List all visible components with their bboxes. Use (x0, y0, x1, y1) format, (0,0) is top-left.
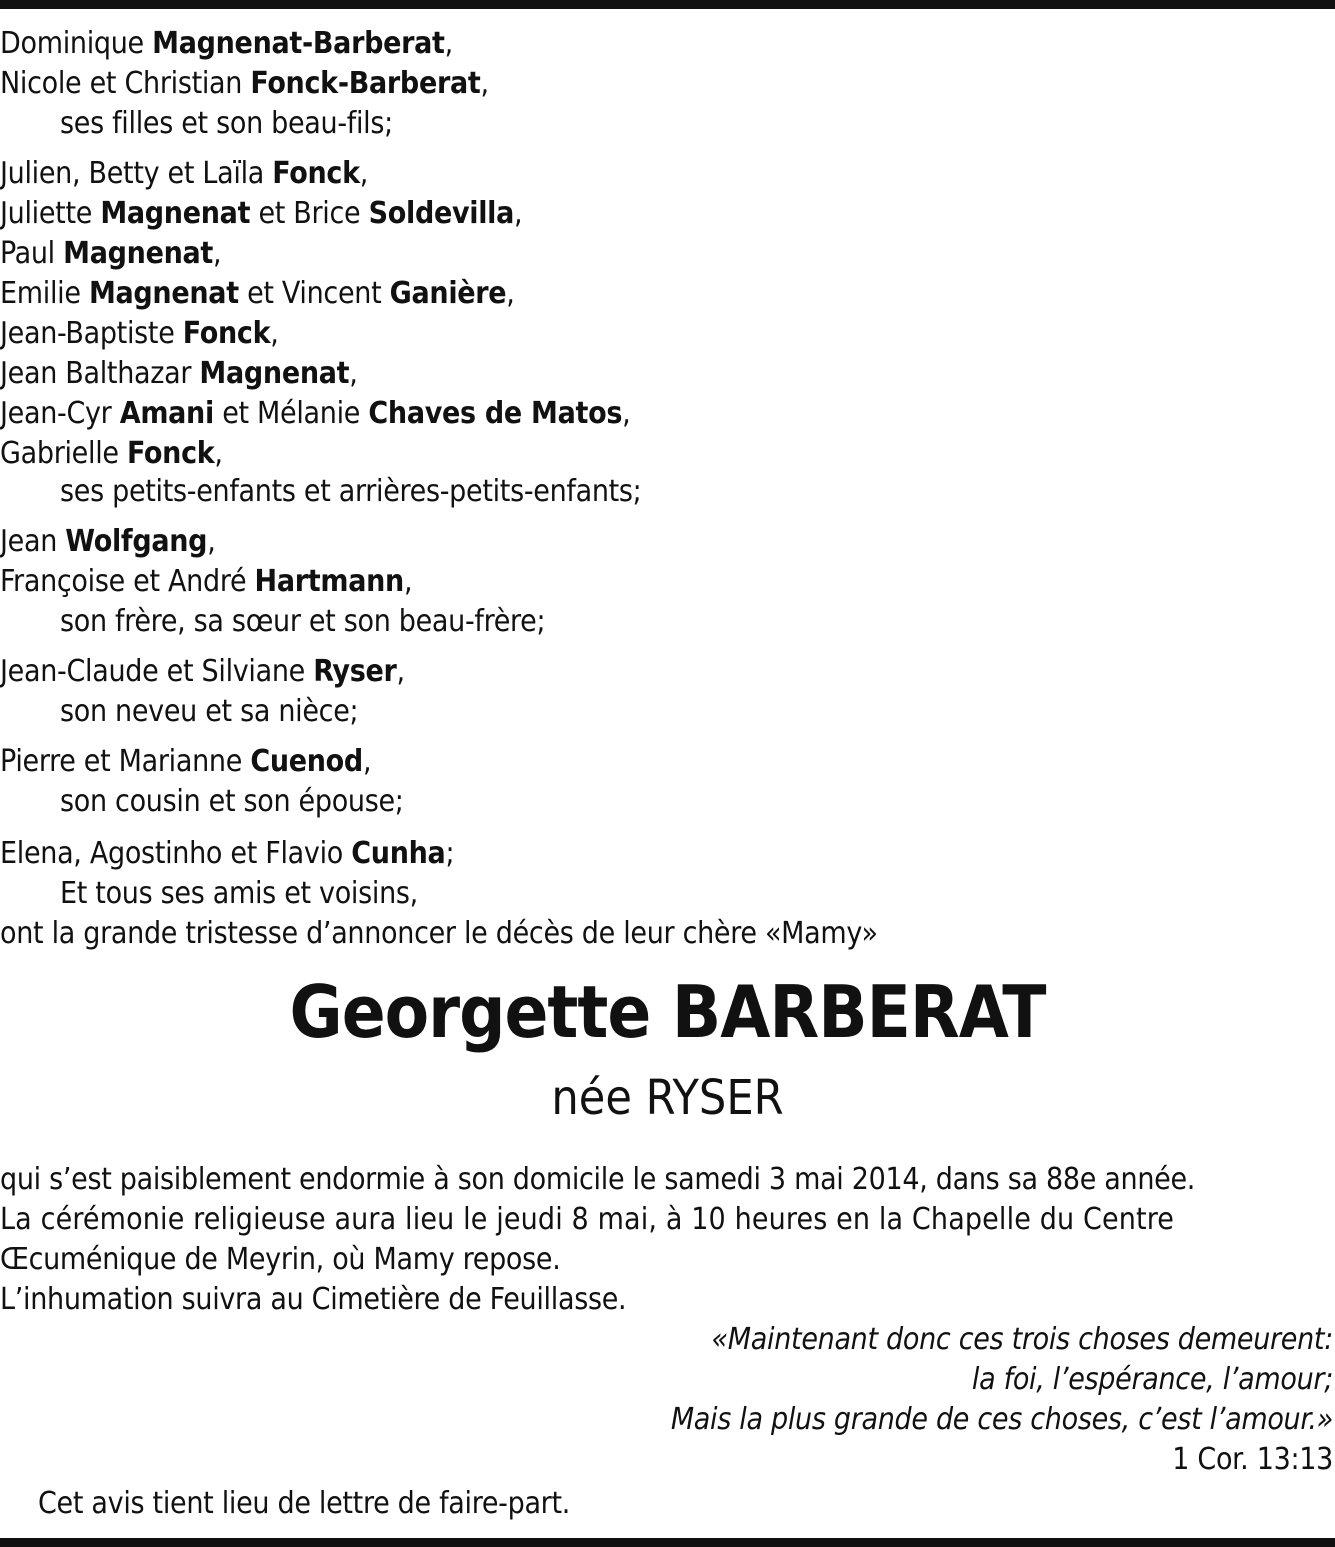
text-fragment: , (480, 66, 489, 101)
family-line (0, 742, 371, 782)
surname: Soldevilla (368, 196, 515, 231)
surname: Wolfgang (65, 524, 208, 559)
text-fragment: Emilie (0, 276, 89, 311)
text-fragment: et Mélanie (213, 396, 369, 431)
quote-line: «Maintenant donc ces trois choses demeurent: (711, 1322, 1333, 1357)
text-fragment: son neveu et sa nièce; (60, 694, 359, 729)
text-fragment: ont la grande tristesse d’annoncer le décès de leur chère «Mamy» (0, 916, 878, 951)
text-fragment: , (214, 436, 223, 471)
text-fragment: et Brice (250, 196, 369, 231)
relation-line (60, 782, 404, 822)
family-line (0, 834, 454, 874)
text-fragment: Elena, Agostinho et Flavio (0, 836, 352, 871)
family-line (0, 234, 221, 274)
text-fragment: Jean-Claude et Silviane (0, 654, 314, 689)
family-line (0, 562, 412, 602)
text-fragment: Et tous ses amis et voisins, (60, 876, 418, 911)
text-fragment: , (359, 156, 368, 191)
text-fragment: Jean Balthazar (0, 356, 200, 391)
surname: Hartmann (254, 564, 404, 599)
relation-line (60, 692, 358, 732)
family-line (0, 64, 489, 104)
family-line (0, 24, 453, 64)
family-line (0, 154, 368, 194)
text-fragment: , (444, 26, 453, 61)
quote-reference: 1 Cor. 13:13 (1172, 1442, 1333, 1477)
family-line (0, 652, 405, 692)
top-rule (0, 0, 1335, 9)
relation-line (60, 602, 545, 642)
deceased-name: Georgette BARBERAT (289, 970, 1046, 1054)
family-line (0, 394, 630, 434)
text-fragment: Jean-Cyr (0, 396, 120, 431)
surname: Fonck (126, 436, 215, 471)
text-fragment: , (396, 654, 405, 689)
relation-line (60, 104, 393, 144)
surname: Fonck (272, 156, 360, 191)
text-fragment: Julien, Betty et Laïla (0, 156, 273, 191)
surname: Magnenat (88, 276, 239, 311)
text-fragment: , (622, 396, 631, 431)
text-fragment: Pierre et Marianne (0, 744, 251, 779)
details-line: La cérémonie religieuse aura lieu le jeudi 8 mai, à 10 heures en la Chapelle du Centre (0, 1202, 1175, 1237)
surname: Ryser (313, 654, 397, 689)
text-fragment: ses petits-enfants et arrières-petits-enfants; (60, 474, 642, 509)
relation-line (60, 874, 418, 914)
quote-line: Mais la plus grande de ces choses, c’est l’amour.» (670, 1402, 1333, 1437)
text-fragment: , (349, 356, 358, 391)
quote-line: la foi, l’espérance, l’amour; (971, 1362, 1333, 1397)
text-fragment: , (403, 564, 413, 599)
text-fragment: , (213, 236, 222, 271)
relation-line (60, 472, 641, 512)
maiden-name: née RYSER (551, 1070, 784, 1126)
surname: Amani (119, 396, 214, 431)
text-fragment: , (270, 316, 279, 351)
family-line (0, 522, 215, 562)
text-fragment: Dominique (0, 26, 153, 61)
surname: Cuenod (250, 744, 363, 779)
family-line (0, 914, 878, 954)
text-fragment: , (207, 524, 216, 559)
text-fragment: Juliette (0, 196, 101, 231)
text-fragment: Paul (0, 236, 64, 271)
surname: Magnenat (100, 196, 251, 231)
family-line (0, 274, 515, 314)
surname: Fonck-Barberat (250, 66, 481, 101)
text-fragment: , (506, 276, 515, 311)
details-line: Œcuménique de Meyrin, où Mamy repose. (0, 1242, 561, 1277)
text-fragment: Françoise et André (0, 564, 255, 599)
family-line (0, 354, 358, 394)
text-fragment: son frère, sa sœur et son beau-frère; (60, 604, 546, 639)
text-fragment: ; (445, 836, 455, 871)
text-fragment: , (514, 196, 523, 231)
surname: Magnenat (199, 356, 350, 391)
family-line (0, 314, 279, 354)
surname: Magnenat (63, 236, 214, 271)
text-fragment: ses filles et son beau-fils; (60, 106, 393, 141)
text-fragment: Jean-Baptiste (0, 316, 183, 351)
family-line (0, 434, 223, 474)
text-fragment: son cousin et son épouse; (60, 784, 404, 819)
surname: Fonck (182, 316, 271, 351)
text-fragment: Gabrielle (0, 436, 127, 471)
bottom-rule (0, 1538, 1335, 1547)
surname: Ganière (389, 276, 507, 311)
details-line: L’inhumation suivra au Cimetière de Feuillasse. (0, 1282, 627, 1317)
family-line (0, 194, 522, 234)
surname: Magnenat-Barberat (152, 26, 445, 61)
text-fragment: Nicole et Christian (0, 66, 251, 101)
details-line: qui s’est paisiblement endormie à son domicile le samedi 3 mai 2014, dans sa 88e année. (0, 1162, 1196, 1197)
surname: Cunha (351, 836, 446, 871)
text-fragment: et Vincent (238, 276, 390, 311)
closing-note: Cet avis tient lieu de lettre de faire-part. (38, 1486, 571, 1521)
surname: Chaves de Matos (368, 396, 623, 431)
text-fragment: Jean (0, 524, 66, 559)
text-fragment: , (362, 744, 372, 779)
